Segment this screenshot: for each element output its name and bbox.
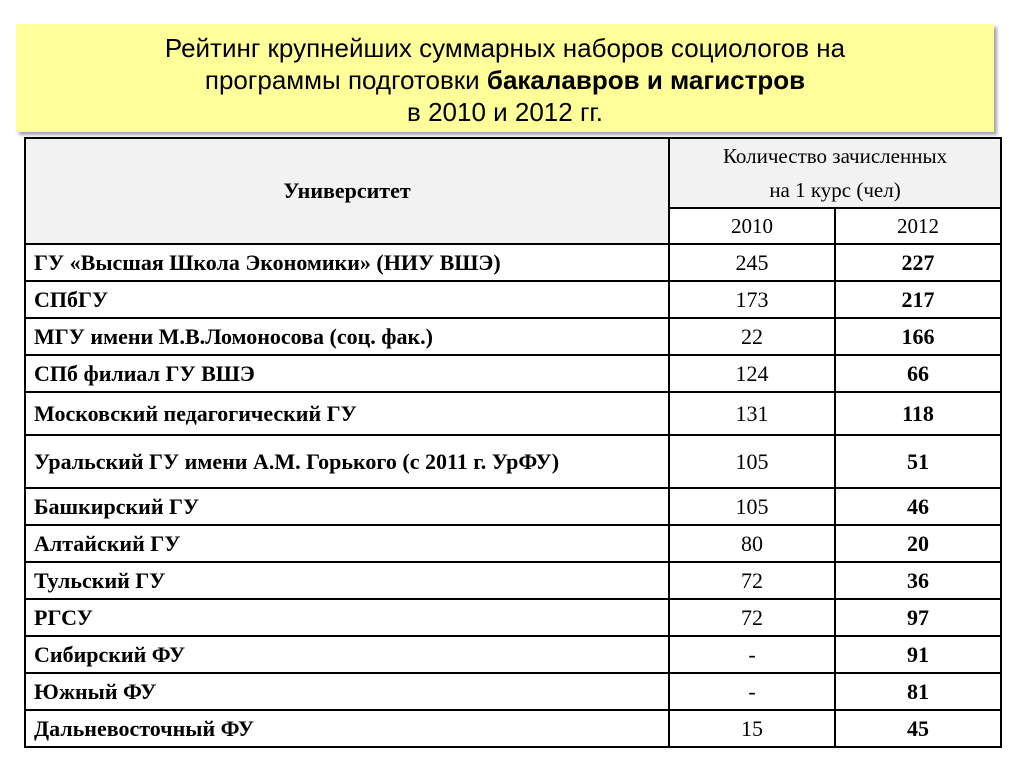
title-line-1: Рейтинг крупнейших суммарных наборов социологов на [164,33,846,63]
table-row [25,673,1001,710]
university-name-cell: Башкирский ГУ [25,488,669,525]
university-name-cell: Южный ФУ [25,673,669,710]
university-name-cell: ГУ «Высшая Школа Экономики» (НИУ ВШЭ) [25,244,669,281]
university-name-cell: СПбГУ [25,281,669,318]
value-2010-cell: 72 [669,562,835,599]
value-2010-cell: 131 [669,392,835,435]
university-name-cell: СПб филиал ГУ ВШЭ [25,355,669,392]
table-row [25,435,1001,488]
table-row [25,525,1001,562]
table-row [25,244,1001,281]
value-2012-cell: 66 [835,355,1001,392]
value-2012-cell: 217 [835,281,1001,318]
university-name-cell: Уральский ГУ имени А.М. Горького (с 2011 г. УрФУ) [25,435,669,488]
value-2010-cell: - [669,673,835,710]
table-row [25,599,1001,636]
value-2012-cell: 36 [835,562,1001,599]
value-2012-cell: 81 [835,673,1001,710]
university-name-cell: РГСУ [25,599,669,636]
table-row [25,281,1001,318]
university-name-cell: Тульский ГУ [25,562,669,599]
value-2012-cell: 97 [835,599,1001,636]
value-2010-cell: 80 [669,525,835,562]
title-line-2-bold: бакалавров и магистров [486,65,806,95]
value-2010-cell: 22 [669,318,835,355]
title-line-3: в 2010 и 2012 гг. [407,97,603,127]
value-2012-cell: 166 [835,318,1001,355]
value-2010-cell: 72 [669,599,835,636]
value-2012-cell: 46 [835,488,1001,525]
header-enrolled-count [669,138,1001,208]
table-row [25,318,1001,355]
value-2010-cell: 15 [669,710,835,747]
table-row [25,710,1001,747]
value-2010-cell: - [669,636,835,673]
value-2012-cell: 91 [835,636,1001,673]
value-2012-cell: 51 [835,435,1001,488]
value-2010-cell: 124 [669,355,835,392]
header-year-2012: 2012 [835,208,1001,244]
value-2010-cell: 245 [669,244,835,281]
enrollment-table [24,137,1002,748]
value-2012-cell: 118 [835,392,1001,435]
table-row [25,488,1001,525]
value-2012-cell: 45 [835,710,1001,747]
header-count-line-1: Количество зачисленных [722,144,948,168]
table-body [25,244,1001,747]
university-name-cell: Дальневосточный ФУ [25,710,669,747]
value-2010-cell: 173 [669,281,835,318]
table-row [25,562,1001,599]
header-year-2010: 2010 [669,208,835,244]
value-2012-cell: 227 [835,244,1001,281]
title-line-2 [16,64,994,96]
slide-title [16,24,994,132]
table-row [25,355,1001,392]
value-2012-cell: 20 [835,525,1001,562]
table-row [25,392,1001,435]
university-name-cell: Алтайский ГУ [25,525,669,562]
table-row [25,636,1001,673]
title-line-2-prefix: программы подготовки [204,65,487,95]
value-2010-cell: 105 [669,488,835,525]
value-2010-cell: 105 [669,435,835,488]
header-count-line-2: на 1 курс (чел) [769,178,901,202]
university-name-cell: Московский педагогический ГУ [25,392,669,435]
university-name-cell: Сибирский ФУ [25,636,669,673]
header-university: Университет [25,138,669,244]
university-name-cell: МГУ имени М.В.Ломоносова (соц. фак.) [25,318,669,355]
